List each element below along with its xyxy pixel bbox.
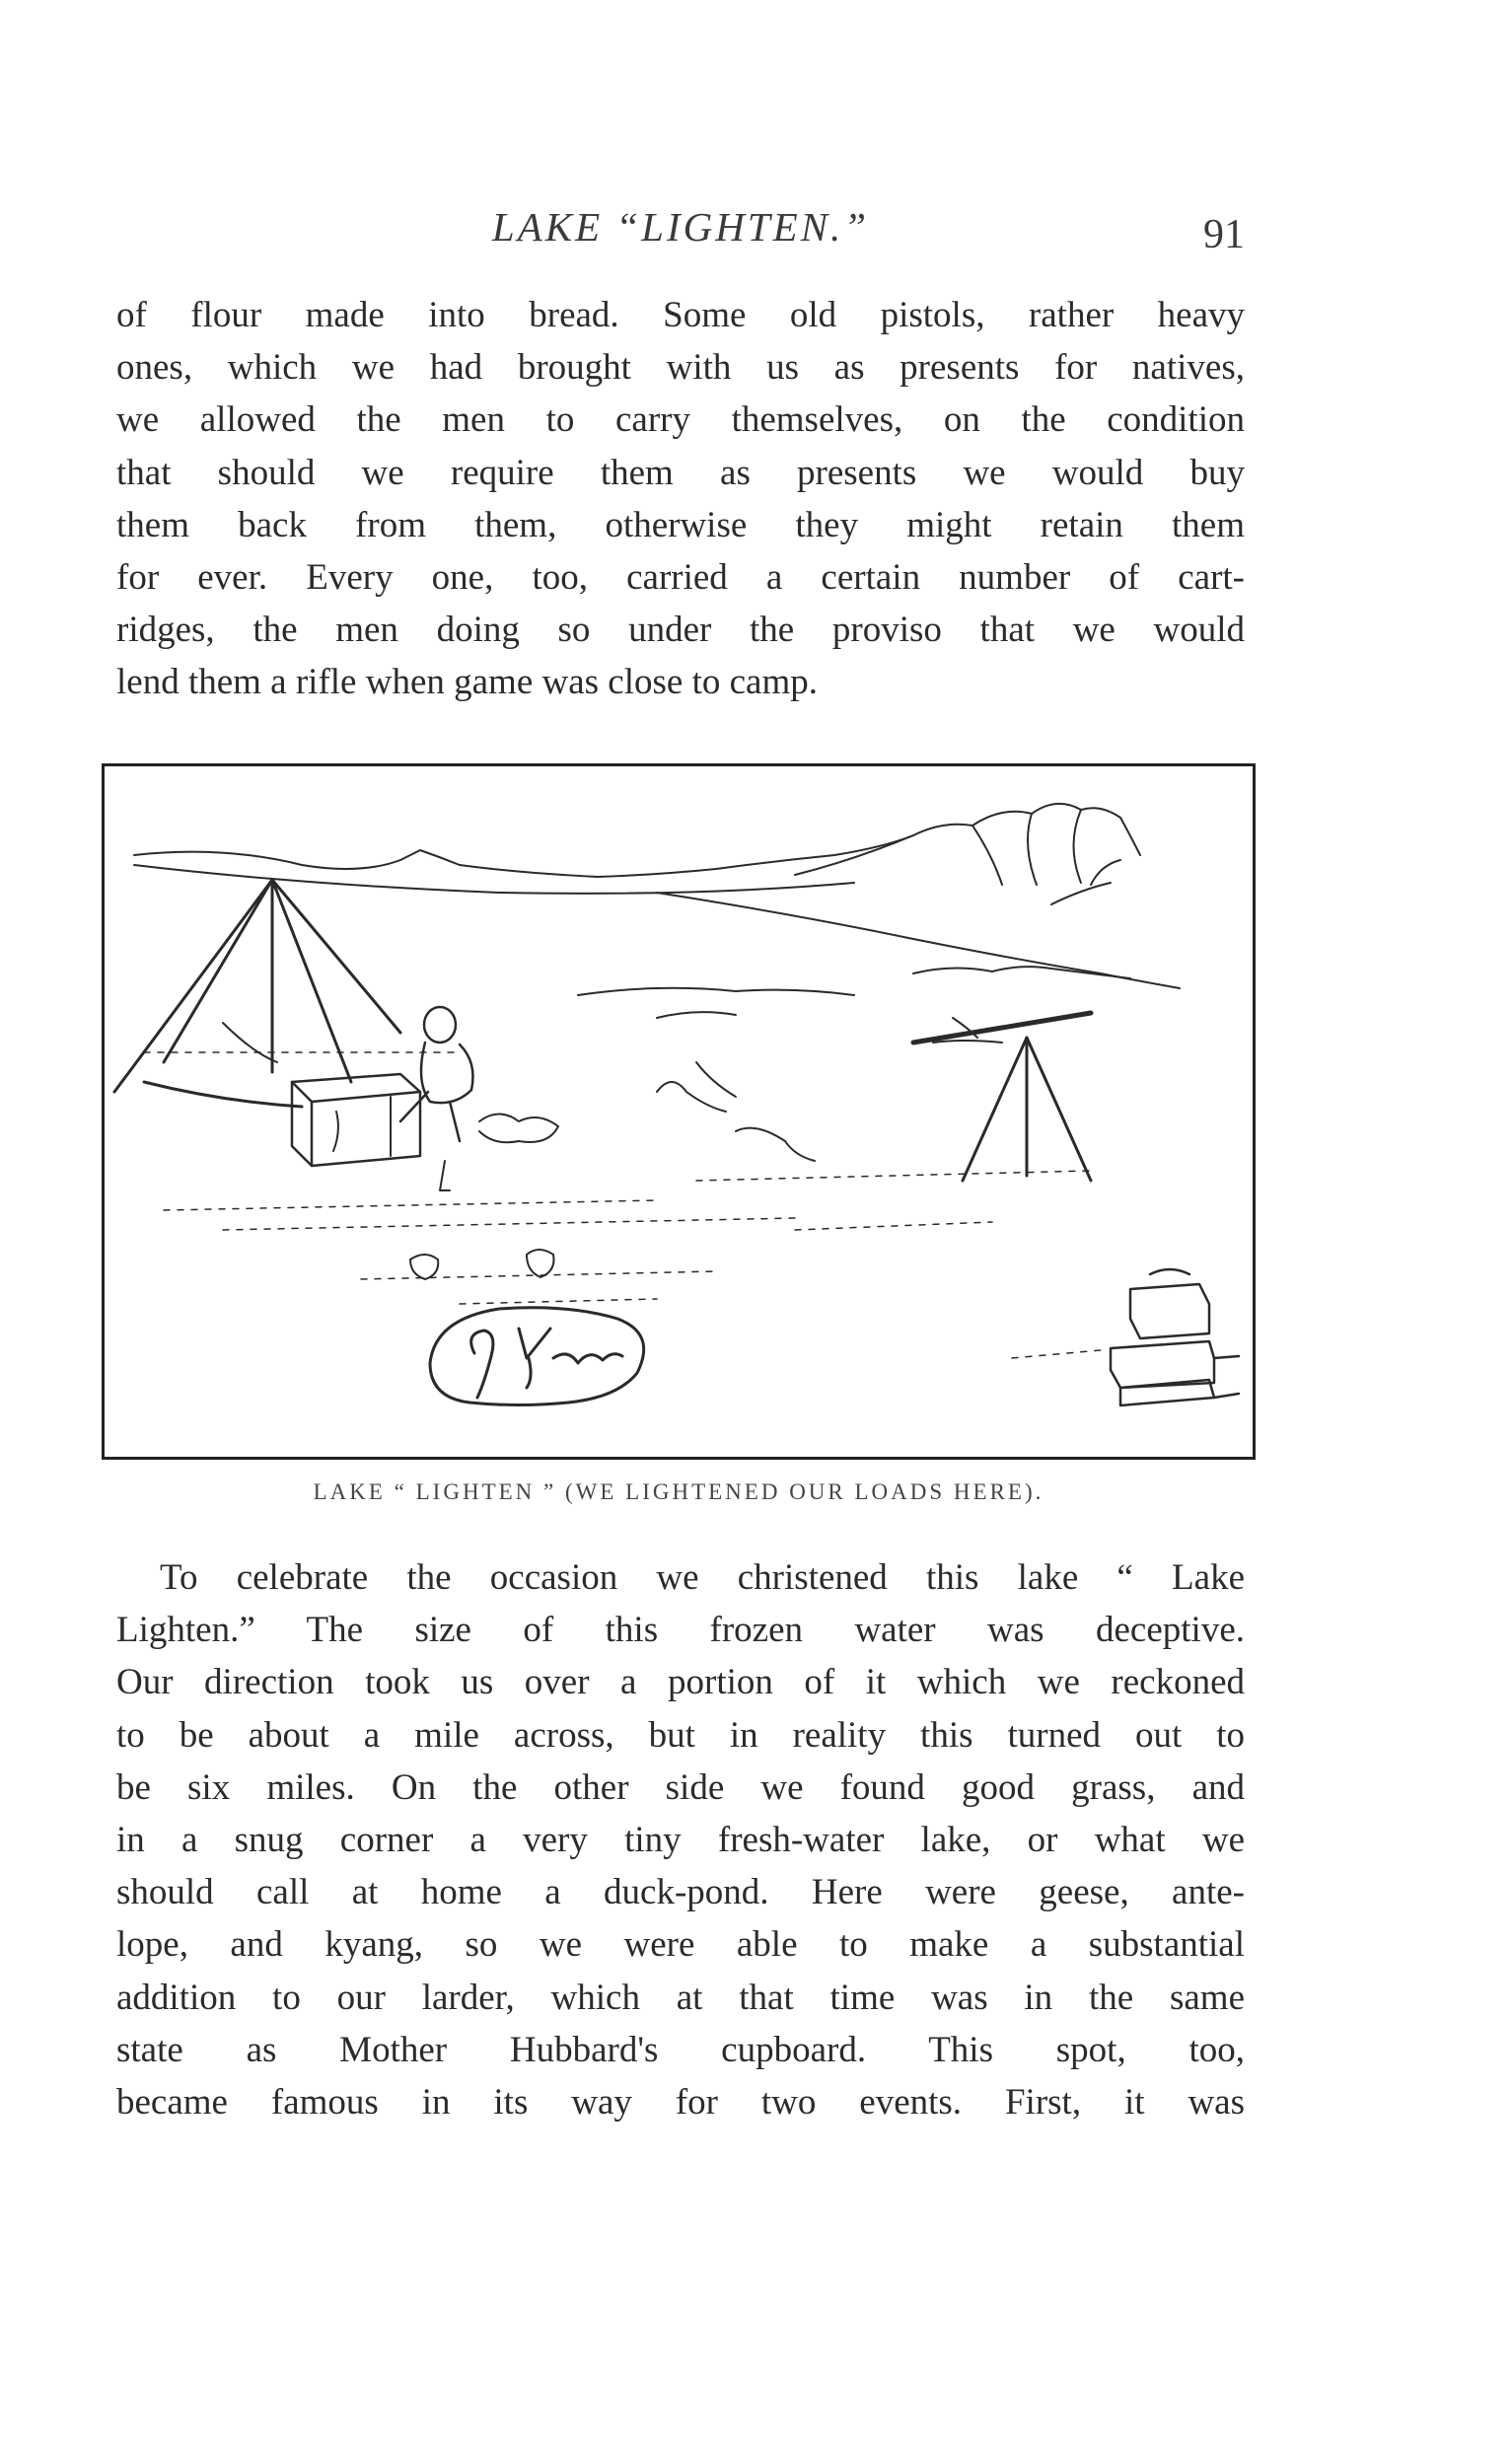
text-line: became famous in its way for two events. First, it was <box>116 2081 1245 2123</box>
text-line: in a snug corner a very tiny fresh-water lake, or what we <box>116 1819 1245 1860</box>
tripod <box>913 1013 1091 1181</box>
text-line: that should we require them as presents we would buy <box>116 452 1245 493</box>
text-line: to be about a mile across, but in reality this turned out to <box>116 1714 1245 1756</box>
text-line: ones, which we had brought with us as presents for natives, <box>116 347 1245 389</box>
page-number: 91 <box>1203 212 1245 257</box>
text-line: Our direction took us over a portion of it which we reckoned <box>116 1662 1245 1703</box>
seated-figure <box>400 1007 473 1141</box>
text-line: we allowed the men to carry themselves, on the condition <box>116 399 1245 441</box>
text-line: them back from them, otherwise they might retain them <box>116 504 1245 545</box>
text-line: for ever. Every one, too, carried a certain number of cart- <box>116 556 1245 598</box>
artist-signature <box>430 1308 644 1405</box>
text-line: state as Mother Hubbard's cupboard. This spot, too, <box>116 2029 1245 2070</box>
ground-strokes <box>144 1052 1101 1358</box>
sketch-drawing <box>105 766 1253 1457</box>
text-line: be six miles. On the other side we found good grass, and <box>116 1766 1245 1808</box>
text-line: Lighten.” The size of this frozen water was deceptive. <box>116 1610 1245 1651</box>
text-line: of flour made into bread. Some old pistols, rather heavy <box>116 295 1245 335</box>
text-line: ridges, the men doing so under the proviso that we would <box>116 610 1245 651</box>
horizon-hills <box>134 804 1180 995</box>
text-line: To celebrate the occasion we christened this lake “ Lake <box>160 1557 1245 1598</box>
illustration-lake-lighten <box>102 763 1256 1460</box>
tent <box>114 880 400 1107</box>
text-line: should call at home a duck-pond. Here were geese, ante- <box>116 1872 1245 1913</box>
paragraph-bottom <box>116 1551 1245 2128</box>
camp-items <box>410 1012 1002 1279</box>
text-line: lend them a rifle when game was close to camp. <box>116 662 818 703</box>
stacked-boxes <box>1111 1269 1239 1405</box>
text-line: addition to our larder, which at that time was in the same <box>116 1977 1245 2018</box>
running-head <box>116 197 1245 256</box>
running-title: LAKE “LIGHTEN.” <box>491 204 870 250</box>
text-line: lope, and kyang, so we were able to make a substantial <box>116 1924 1245 1966</box>
figure-caption: LAKE “ LIGHTEN ” (WE LIGHTENED OUR LOADS HERE). <box>313 1479 1044 1504</box>
paragraph-top <box>116 289 1245 709</box>
